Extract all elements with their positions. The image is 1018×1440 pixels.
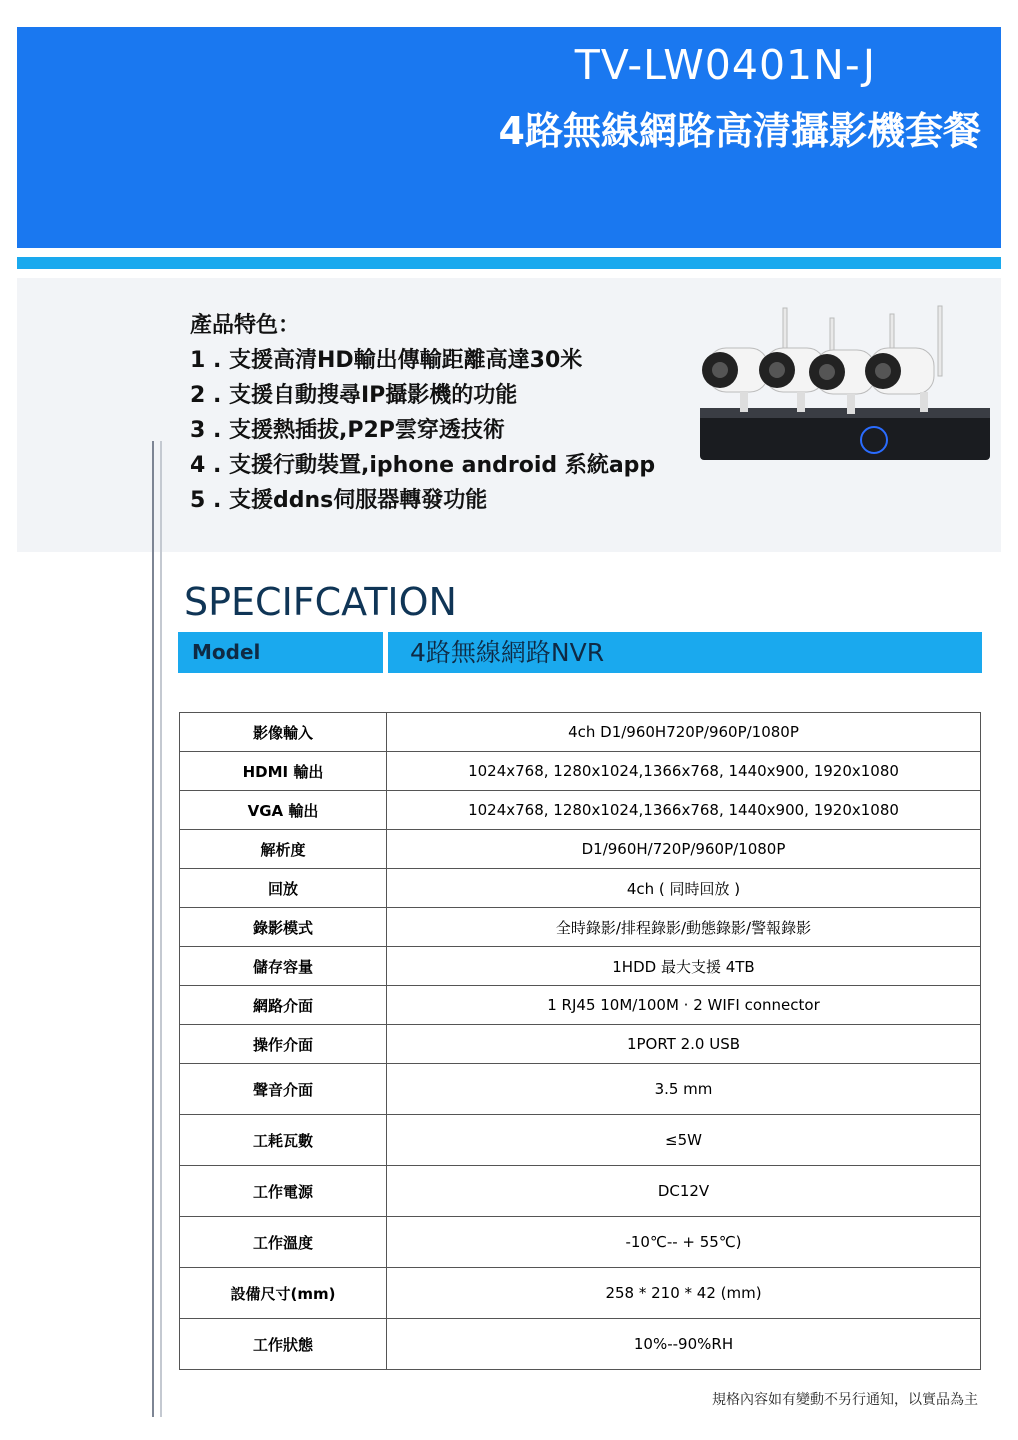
product-photo [680, 300, 1000, 480]
spec-value: D1/960H/720P/960P/1080P [387, 830, 981, 869]
spec-value: 4ch D1/960H720P/960P/1080P [387, 713, 981, 752]
header-stripe [17, 257, 1001, 269]
spec-value: ≤5W [387, 1115, 981, 1166]
spec-key: 工作溫度 [180, 1217, 387, 1268]
spec-key: 網路介面 [180, 986, 387, 1025]
table-row [180, 1217, 981, 1268]
spec-key: 回放 [180, 869, 387, 908]
spec-value: 3.5 mm [387, 1064, 981, 1115]
feature-item: 3 . 支援熱插拔,P2P雲穿透技術 [190, 418, 505, 443]
spec-value: 1024x768, 1280x1024,1366x768, 1440x900, 1920x1080 [387, 791, 981, 830]
table-row [180, 1115, 981, 1166]
spec-key: 解析度 [180, 830, 387, 869]
table-row [180, 1025, 981, 1064]
spec-value: 1 RJ45 10M/100M · 2 WIFI connector [387, 986, 981, 1025]
spec-value: DC12V [387, 1166, 981, 1217]
spec-value: 258 * 210 * 42 (mm) [387, 1268, 981, 1319]
spec-key: 儲存容量 [180, 947, 387, 986]
spec-key: 工作電源 [180, 1166, 387, 1217]
feature-item: 5 . 支援ddns伺服器轉發功能 [190, 488, 488, 513]
camera-icon [702, 348, 768, 412]
spec-key: 操作介面 [180, 1025, 387, 1064]
spec-key: 工耗瓦數 [180, 1115, 387, 1166]
spec-key: 設備尺寸(mm) [180, 1268, 387, 1319]
spec-key: 錄影模式 [180, 908, 387, 947]
spec-value: 1HDD 最大支援 4TB [387, 947, 981, 986]
spec-table [179, 712, 981, 1370]
model-value: 4路無線網路NVR [388, 632, 982, 673]
spec-key: 工作狀態 [180, 1319, 387, 1370]
product-name-subtitle: 4路無線網路高清攝影機套餐 [498, 109, 981, 153]
camera-icon [809, 350, 875, 414]
spec-heading: SPECIFCATION [184, 580, 457, 624]
spec-value: 1024x768, 1280x1024,1366x768, 1440x900, 1920x1080 [387, 752, 981, 791]
side-divider [152, 441, 154, 1417]
camera-icon [865, 348, 934, 412]
spec-value: 4ch ( 同時回放 ) [387, 869, 981, 908]
spec-key: VGA 輸出 [180, 791, 387, 830]
table-row [180, 947, 981, 986]
feature-list [190, 308, 655, 518]
feature-item: 2 . 支援自動搜尋IP攝影機的功能 [190, 383, 518, 408]
table-row [180, 791, 981, 830]
disclaimer-note: 規格內容如有變動不另行通知，以實品為主 [712, 1392, 978, 1408]
spec-key: 聲音介面 [180, 1064, 387, 1115]
table-row [180, 1319, 981, 1370]
feature-list-title: 產品特色： [190, 313, 301, 338]
table-row [180, 869, 981, 908]
spec-key: 影像輸入 [180, 713, 387, 752]
header-banner [17, 27, 1001, 248]
side-divider-light [160, 441, 162, 1417]
product-code-title: TV-LW0401N-J [574, 41, 876, 89]
table-row [180, 830, 981, 869]
table-row [180, 1166, 981, 1217]
table-row [180, 752, 981, 791]
spec-key: HDMI 輸出 [180, 752, 387, 791]
table-row [180, 713, 981, 752]
spec-value: 1PORT 2.0 USB [387, 1025, 981, 1064]
model-bar [178, 632, 982, 673]
model-label: Model [178, 632, 383, 673]
spec-value: -10℃-- + 55℃) [387, 1217, 981, 1268]
table-row [180, 908, 981, 947]
spec-value: 全時錄影/排程錄影/動態錄影/警報錄影 [387, 908, 981, 947]
table-row [180, 1064, 981, 1115]
feature-item: 1 . 支援高清HD輸出傳輸距離高達30米 [190, 348, 583, 373]
table-row [180, 1268, 981, 1319]
feature-item: 4 . 支援行動裝置,iphone android 系統app [190, 453, 656, 478]
table-row [180, 986, 981, 1025]
spec-value: 10%--90%RH [387, 1319, 981, 1370]
